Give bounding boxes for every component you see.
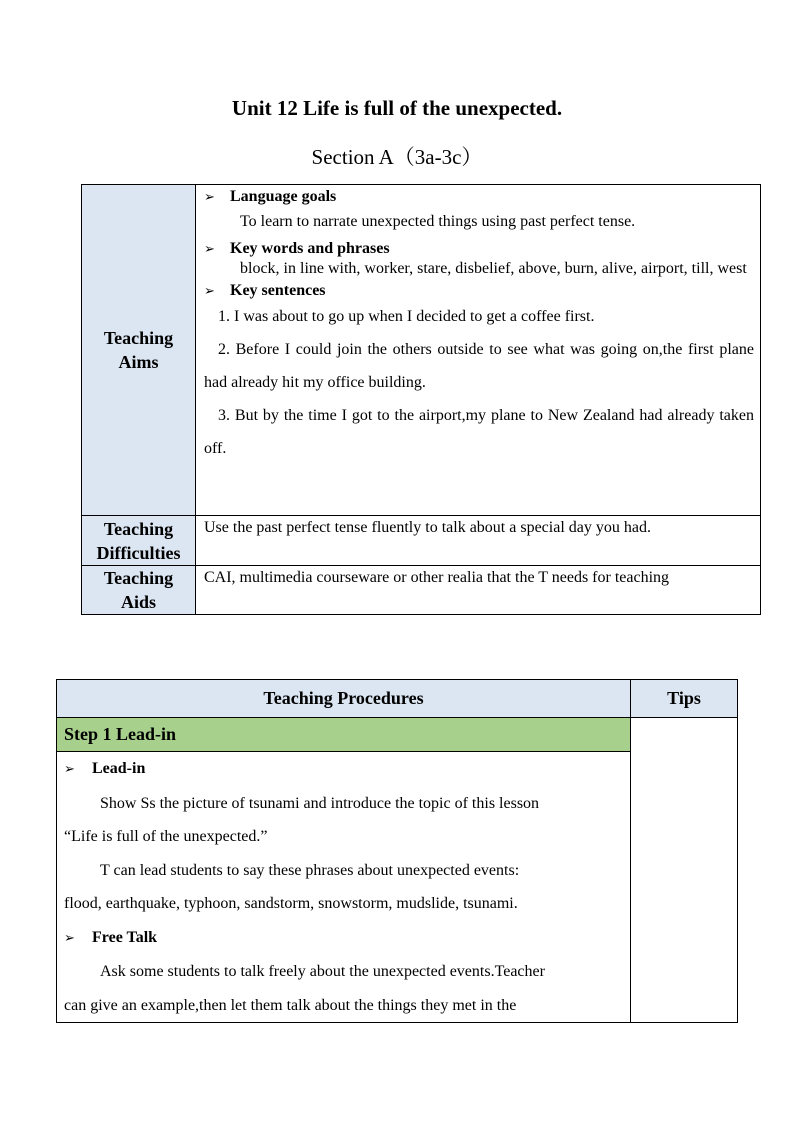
teaching-aims-label: Teaching Aims xyxy=(82,185,196,516)
leadin-paragraph-line: Show Ss the picture of tsunami and introduce the topic of this lesson xyxy=(100,794,540,812)
free-talk-line: Ask some students to talk freely about the unexpected events.Teacher xyxy=(100,963,545,980)
teaching-difficulties-label: Teaching Difficulties xyxy=(82,516,196,566)
arrow-bullet-icon: ➢ xyxy=(64,930,75,946)
tips-cell xyxy=(631,718,738,1023)
free-talk-line: can give an example,then let them talk about the things they met in the xyxy=(64,996,517,1014)
teaching-difficulties-text: Use the past perfect tense fluently to talk about a special day you had. xyxy=(196,516,761,566)
arrow-bullet-icon: ➢ xyxy=(64,762,75,777)
teaching-aims-table xyxy=(81,184,761,615)
teaching-aids-label: Teaching Aids xyxy=(82,566,196,615)
key-words-text: block, in line with, worker, stare, disbelief, above, burn, alive, airport, till, west xyxy=(240,260,747,277)
tips-header: Tips xyxy=(631,680,738,718)
procedures-header: Teaching Procedures xyxy=(57,680,631,718)
arrow-bullet-icon: ➢ xyxy=(204,284,215,299)
arrow-bullet-icon: ➢ xyxy=(204,242,215,257)
teaching-aids-text: CAI, multimedia courseware or other realia that the T needs for teaching xyxy=(196,566,761,615)
key-sentences-heading: ➢ Key sentences xyxy=(204,282,326,299)
arrow-bullet-icon: ➢ xyxy=(204,190,215,205)
language-goals-heading: ➢ Language goals xyxy=(204,188,337,205)
key-words-heading: ➢ Key words and phrases xyxy=(204,240,390,257)
key-sentence-2: 2. Before I could join the others outside to see what was going on,the first plane had already hit my office building. xyxy=(204,341,754,391)
document-title: Unit 12 Life is full of the unexpected. xyxy=(231,96,563,120)
leadin-paragraph-line: T can lead students to say these phrases about unexpected events: xyxy=(100,861,520,879)
leadin-heading: ➢ Lead-in xyxy=(64,752,624,787)
teaching-procedures-table xyxy=(56,679,738,1023)
leadin-paragraph-line: “Life is full of the unexpected.” xyxy=(64,828,268,845)
key-sentence-1: 1. I was about to go up when I decided to get a coffee first. xyxy=(218,308,595,325)
section-subtitle: Section A（3a-3c） xyxy=(311,145,483,169)
step-1-header: Step 1 Lead-in xyxy=(57,718,631,752)
key-sentence-3: 3. But by the time I got to the airport,my plane to New Zealand had already taken off. xyxy=(204,407,754,457)
teaching-aims-content xyxy=(196,185,761,516)
free-talk-heading: ➢ Free Talk xyxy=(64,921,624,956)
step-1-body xyxy=(57,752,631,1023)
leadin-paragraph-line: flood, earthquake, typhoon, sandstorm, snowstorm, mudslide, tsunami. xyxy=(64,895,518,912)
language-goals-text: To learn to narrate unexpected things using past perfect tense. xyxy=(240,213,636,230)
